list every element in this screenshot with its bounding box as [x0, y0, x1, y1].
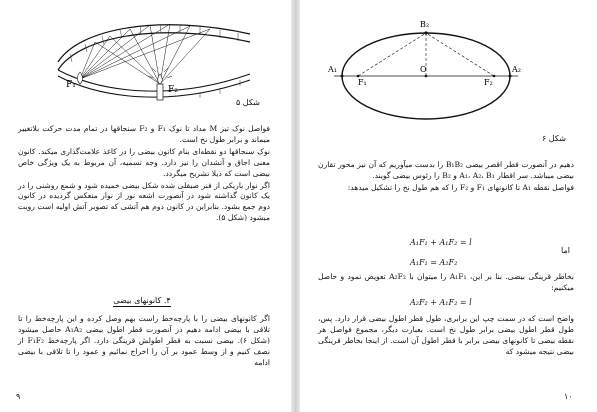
- left-text-block: [18, 124, 270, 225]
- paragraph: نوک سنجاقها دو نقطه‌ای بنام کانون بیضی را در کاغذ علامت‌گذاری میکند. کانون معنی اجاق و آتشدان را نیز دارد. وجه تسمیه، آن مربوط به یک ویژگی خاص بیضی است که ذیلا تشریح میگردد.: [18, 146, 270, 178]
- figure-label-f2: F₂: [484, 78, 493, 87]
- paragraph: فواصل نقطه A₁ تا کانونهای F₁ و F₂ را که هم طول نخ را تشکیل میدهد:: [347, 182, 574, 192]
- right-page: [300, 0, 597, 412]
- right-text-block: [318, 160, 574, 195]
- book-gutter: [291, 0, 300, 412]
- figure-6-ellipse: [328, 14, 568, 124]
- figure-label-a2: A₂: [512, 65, 521, 74]
- left-text-block-2: [18, 314, 270, 370]
- figure-6-caption: شکل ۶: [541, 134, 566, 143]
- paragraph: اگر نوار باریکی از فنر صیقلی شده شکل بیضی خمیده شود و شمع روشنی را در یک کانون گذاشته شود در آنصورت اشعه نور از نوار منعکس گردیده در کانون دوم جمع بشود. بنابراین در کانون دوم هم آتشی که تصویر آتش اولیه است رویت میشود (شکل ۵).: [18, 180, 270, 223]
- figure-label-a1: A₁: [328, 65, 337, 74]
- paragraph: فواصل نوک تیز M مداد تا نوک F₁ و F₂ سنجاقها در تمام مدت حرکت بلاتغییر میماند و برابر طول نخ است.: [18, 124, 271, 144]
- formula-1: A₁F₁ + A₁F₂ = l: [410, 238, 472, 247]
- left-page: [0, 0, 293, 412]
- right-text-block-2: [318, 272, 574, 295]
- figure-label-f1: F₁: [358, 78, 367, 87]
- formula-2: A₁F₁ = A₂F₂: [410, 258, 458, 267]
- right-text-block-3: [318, 314, 574, 359]
- formula-3: A₂F₂ + A₁F₂ = l: [410, 298, 472, 307]
- paragraph: واضح است که در سمت چپ این برابری، طول قطر اطول بیضی قرار دارد. پس، طول قطر اطول بیضی برابر طول نخ است. بعبارت دیگر، مجموع فواصل هر نقطه بیضی تا کانونهای بیضی برابر با قطر اطول آن است. از اینجا بخاطر قرینگی بیضی نتیجه میشود که: [318, 314, 574, 356]
- figure-label-b2: B₂: [420, 20, 430, 29]
- figure-label-o: O: [420, 65, 427, 74]
- paragraph: دهیم در آنصورت قطر اقصر بیضی B₁B₂ را بدست میآوریم که آن نیز محور تقارن بیضی میباشد. سر اقطار A₁، A₂، B₁ و B₂ را رئوس بیضی گویند.: [318, 160, 574, 180]
- paragraph: بخاطر قرینگی بیضی. بنا بر این، A₁F₁ را میتوان با A₂F₂ تعویض نمود و حاصل میکنیم:: [318, 272, 574, 292]
- word-amma: اما: [561, 246, 570, 255]
- figure-label-f2: F₂: [168, 85, 178, 95]
- figure-label-f1: F₁: [66, 80, 76, 90]
- page-number-left: ۹: [16, 392, 21, 401]
- paragraph: اگر کانونهای بیضی را با پارچه‌خط راست بهم وصل کرده و این پارچه‌خط را تا تلاقی با بیضی ادامه دهیم در آنصورت قطر اطول بیضی A₁A₂ حاصل میشود (شکل ۶). بیضی نسبت به قطر اطولش قرینگی دارد. اگر پارچه‌خط F₁F₂ از نصف کنیم و از وسط عمود بر آن را اخراج نمائیم و عمود را تا تلاقی با بیضی ادامه: [18, 314, 270, 367]
- section-heading: [82, 296, 202, 305]
- figure-5-caption: شکل ۵: [235, 98, 260, 107]
- section-heading-text: ۴. کانونهای بیضی: [113, 296, 171, 305]
- page-number-right: ۱۰: [564, 392, 573, 401]
